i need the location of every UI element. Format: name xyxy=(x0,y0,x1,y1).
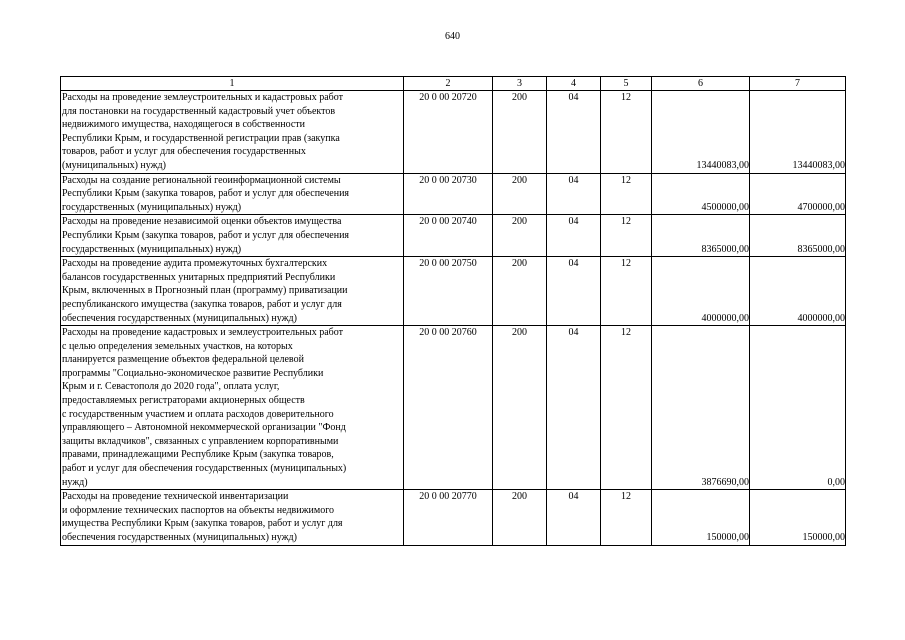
amount-col6: 4500000,00 xyxy=(652,173,750,215)
section-code: 04 xyxy=(547,326,601,490)
table-row xyxy=(61,215,846,257)
amount-col7: 150000,00 xyxy=(750,490,846,545)
amount-col7: 13440083,00 xyxy=(750,91,846,174)
expense-name-text: Расходы на проведение кадастровых и землеустроительных работ с целью определения земельных участков, на которых планируется размещение объектов федеральной целевой программы "Социально-экономическое развитие Республики Крым и г. Севастополя до 2020 года", оплата услуг, предоставляемых регистраторами акционерных обществ с государственным участием и оплата расходов доверительного управляющего – Автономной некоммерческой организации "Фонд защиты вкладчиков", связанных с управлением корпоративными правами, принадлежащими Республике Крым (закупка товаров, работ и услуг для обеспечения государственных (муниципальных) нужд) xyxy=(62,327,347,488)
target-code: 20 0 00 20750 xyxy=(404,257,493,326)
target-code: 20 0 00 20730 xyxy=(404,173,493,215)
table-row xyxy=(61,490,846,545)
subsection-code: 12 xyxy=(601,326,652,490)
amount-col7: 4000000,00 xyxy=(750,257,846,326)
subsection-code: 12 xyxy=(601,257,652,326)
table-row xyxy=(61,257,846,326)
expense-name-text: Расходы на проведение аудита промежуточных бухгалтерских балансов государственных унитарных предприятий Республики Крым, включенных в Прогнозный план (программу) приватизации республиканского имущества (закупка товаров, работ и услуг для обеспечения государственных (муниципальных) нужд) xyxy=(62,258,348,324)
section-code: 04 xyxy=(547,215,601,257)
section-code: 04 xyxy=(547,490,601,545)
expense-name xyxy=(61,257,404,326)
expense-name-text: Расходы на проведение технической инвентаризации и оформление технических паспортов на объекты недвижимого имущества Республики Крым (закупка товаров, работ и услуг для обеспечения государственных (муниципальных) нужд) xyxy=(62,491,343,543)
target-code: 20 0 00 20770 xyxy=(404,490,493,545)
target-code: 20 0 00 20720 xyxy=(404,91,493,174)
page-number: 640 xyxy=(445,31,460,42)
amount-col6: 4000000,00 xyxy=(652,257,750,326)
expense-type-code: 200 xyxy=(493,173,547,215)
expense-type-code: 200 xyxy=(493,215,547,257)
expense-type-code: 200 xyxy=(493,257,547,326)
expense-name xyxy=(61,490,404,545)
expense-type-code: 200 xyxy=(493,490,547,545)
amount-col7: 8365000,00 xyxy=(750,215,846,257)
section-code: 04 xyxy=(547,257,601,326)
expense-name-text: Расходы на проведение независимой оценки объектов имущества Республики Крым (закупка товаров, работ и услуг для обеспечения государственных (муниципальных) нужд) xyxy=(62,216,350,255)
table-row xyxy=(61,326,846,490)
column-header: 3 xyxy=(493,77,547,91)
table-row xyxy=(61,173,846,215)
amount-col6: 8365000,00 xyxy=(652,215,750,257)
column-header: 7 xyxy=(750,77,846,91)
target-code: 20 0 00 20760 xyxy=(404,326,493,490)
expense-name xyxy=(61,173,404,215)
column-header: 5 xyxy=(601,77,652,91)
amount-col6: 150000,00 xyxy=(652,490,750,545)
column-header: 4 xyxy=(547,77,601,91)
expense-type-code: 200 xyxy=(493,326,547,490)
amount-col6: 13440083,00 xyxy=(652,91,750,174)
column-header: 2 xyxy=(404,77,493,91)
amount-col7: 0,00 xyxy=(750,326,846,490)
subsection-code: 12 xyxy=(601,173,652,215)
table-header-row xyxy=(61,77,846,91)
column-header: 1 xyxy=(61,77,404,91)
expense-name-text: Расходы на создание региональной геоинформационной системы Республики Крым (закупка товаров, работ и услуг для обеспечения государственных (муниципальных) нужд) xyxy=(62,174,350,213)
subsection-code: 12 xyxy=(601,215,652,257)
section-code: 04 xyxy=(547,91,601,174)
target-code: 20 0 00 20740 xyxy=(404,215,493,257)
expense-name xyxy=(61,215,404,257)
expense-name-text: Расходы на проведение землеустроительных и кадастровых работ для постановки на государственный кадастровый учет объектов недвижимого имущества, находящегося в собственности Республики Крым, и государственной регистрации прав (закупка товаров, работ и услуг для обеспечения государственных (муниципальных) нужд) xyxy=(62,92,343,171)
section-code: 04 xyxy=(547,173,601,215)
amount-col6: 3876690,00 xyxy=(652,326,750,490)
subsection-code: 12 xyxy=(601,490,652,545)
expense-name xyxy=(61,91,404,174)
budget-table xyxy=(60,76,846,546)
subsection-code: 12 xyxy=(601,91,652,174)
amount-col7: 4700000,00 xyxy=(750,173,846,215)
expense-name xyxy=(61,326,404,490)
expense-type-code: 200 xyxy=(493,91,547,174)
column-header: 6 xyxy=(652,77,750,91)
table-row xyxy=(61,91,846,174)
